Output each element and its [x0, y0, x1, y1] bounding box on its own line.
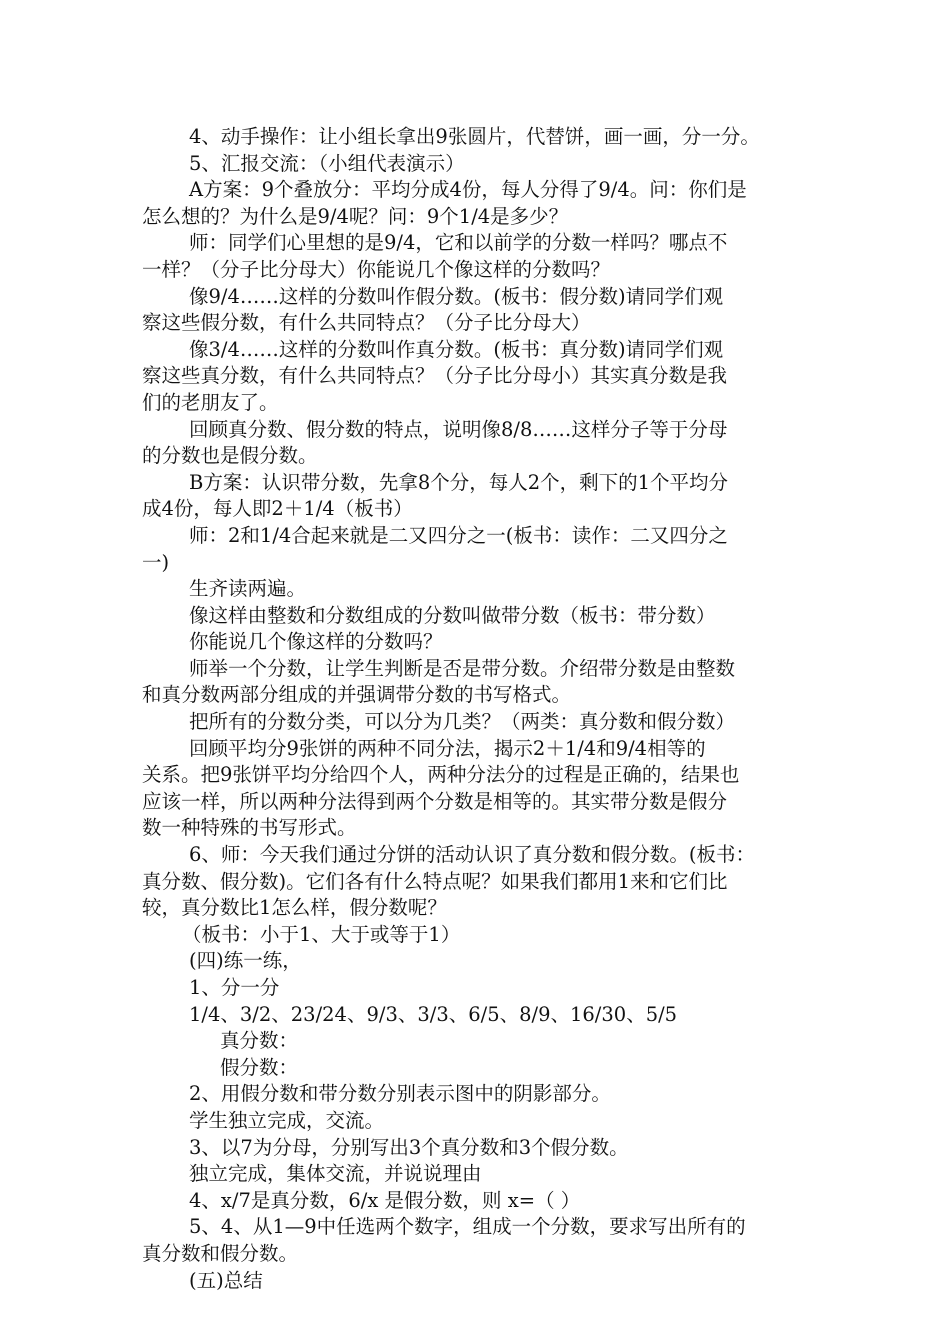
- text-line: (四)练一练，: [189, 949, 302, 973]
- text-line: 像这样由整数和分数组成的分数叫做带分数（板书：带分数）: [189, 603, 716, 627]
- lesson-text-body: [142, 124, 810, 1294]
- text-line: 和真分数两部分组成的并强调带分数的书写格式。: [142, 683, 572, 707]
- text-line: 一样？（分子比分母大）你能说几个像这样的分数吗？: [142, 257, 611, 281]
- text-line: 关系。把9张饼平均分给四个人，两种分法分的过程是正确的，结果也: [142, 763, 740, 787]
- text-line: 应该一样，所以两种分法得到两个分数是相等的。其实带分数是假分: [142, 789, 728, 813]
- text-line: 真分数：: [220, 1029, 299, 1053]
- text-line: 回顾平均分9张饼的两种不同分法，揭示2＋1/4和9/4相等的: [189, 736, 706, 760]
- text-line: 独立完成，集体交流，并说说理由: [189, 1162, 482, 1186]
- text-line: 师举一个分数，让学生判断是否是带分数。介绍带分数是由整数: [189, 656, 736, 680]
- text-line: B方案：认识带分数，先拿8个分，每人2个，剩下的1个平均分: [189, 470, 729, 494]
- text-line: 成4份，每人即2＋1/4（板书）: [142, 497, 413, 521]
- text-line: 数一种特殊的书写形式。: [142, 816, 357, 840]
- text-line: 4、动手操作：让小组长拿出9张圆片，代替饼，画一画，分一分。: [189, 125, 760, 148]
- text-line: 回顾真分数、假分数的特点，说明像8/8……这样分子等于分母: [189, 417, 728, 441]
- text-line: 1、分一分: [189, 976, 280, 999]
- text-line: 4、x/7是真分数，6/x 是假分数，则 x=（ ）: [189, 1188, 581, 1212]
- text-line: 较，真分数比1怎么样，假分数呢？: [142, 896, 447, 920]
- text-line: 6、师：今天我们通过分饼的活动认识了真分数和假分数。(板书：: [189, 843, 756, 867]
- text-line: 像3/4……这样的分数叫作真分数。(板书：真分数)请同学们观: [189, 337, 724, 361]
- text-line: 察这些假分数，有什么共同特点？（分子比分母大）: [142, 311, 591, 335]
- text-line: 你能说几个像这样的分数吗？: [189, 630, 443, 654]
- text-line: 们的老朋友了。: [142, 390, 279, 414]
- text-line: 师：同学们心里想的是9/4，它和以前学的分数一样吗？哪点不: [189, 231, 728, 255]
- text-line: 察这些真分数，有什么共同特点？（分子比分母小）其实真分数是我: [142, 364, 728, 388]
- text-line: （板书：小于1、大于或等于1）: [182, 922, 461, 946]
- text-line: 生齐读两遍。: [189, 577, 307, 601]
- text-line: 学生独立完成，交流。: [189, 1108, 385, 1132]
- text-line: 1/4、3/2、23/24、9/3、3/3、6/5、8/9、16/30、5/5: [189, 1002, 678, 1026]
- text-line: 真分数、假分数)。它们各有什么特点呢？如果我们都用1来和它们比: [142, 869, 728, 893]
- text-line: 5、汇报交流：（小组代表演示）: [189, 151, 465, 175]
- text-line: 2、用假分数和带分数分别表示图中的阴影部分。: [189, 1082, 611, 1106]
- text-line: 一): [142, 550, 170, 574]
- text-line: 怎么想的？为什么是9/4呢？问：9个1/4是多少？: [142, 204, 569, 228]
- text-line: 真分数和假分数。: [142, 1241, 299, 1265]
- text-line: 5、4、从1—9中任选两个数字，组成一个分数，要求写出所有的: [189, 1215, 746, 1239]
- text-line: 师：2和1/4合起来就是二又四分之一(板书：读作：二又四分之: [189, 523, 728, 547]
- text-line: 把所有的分数分类，可以分为几类？（两类：真分数和假分数）: [189, 710, 736, 734]
- text-line: 的分数也是假分数。: [142, 444, 318, 468]
- text-line: A方案：9个叠放分：平均分成4份，每人分得了9/4。问：你们是: [189, 178, 747, 202]
- text-line: (五)总结: [189, 1268, 263, 1292]
- text-line: 假分数：: [220, 1055, 299, 1079]
- text-line: 像9/4……这样的分数叫作假分数。(板书：假分数)请同学们观: [189, 284, 724, 308]
- text-line: 3、以7为分母，分别写出3个真分数和3个假分数。: [189, 1135, 629, 1159]
